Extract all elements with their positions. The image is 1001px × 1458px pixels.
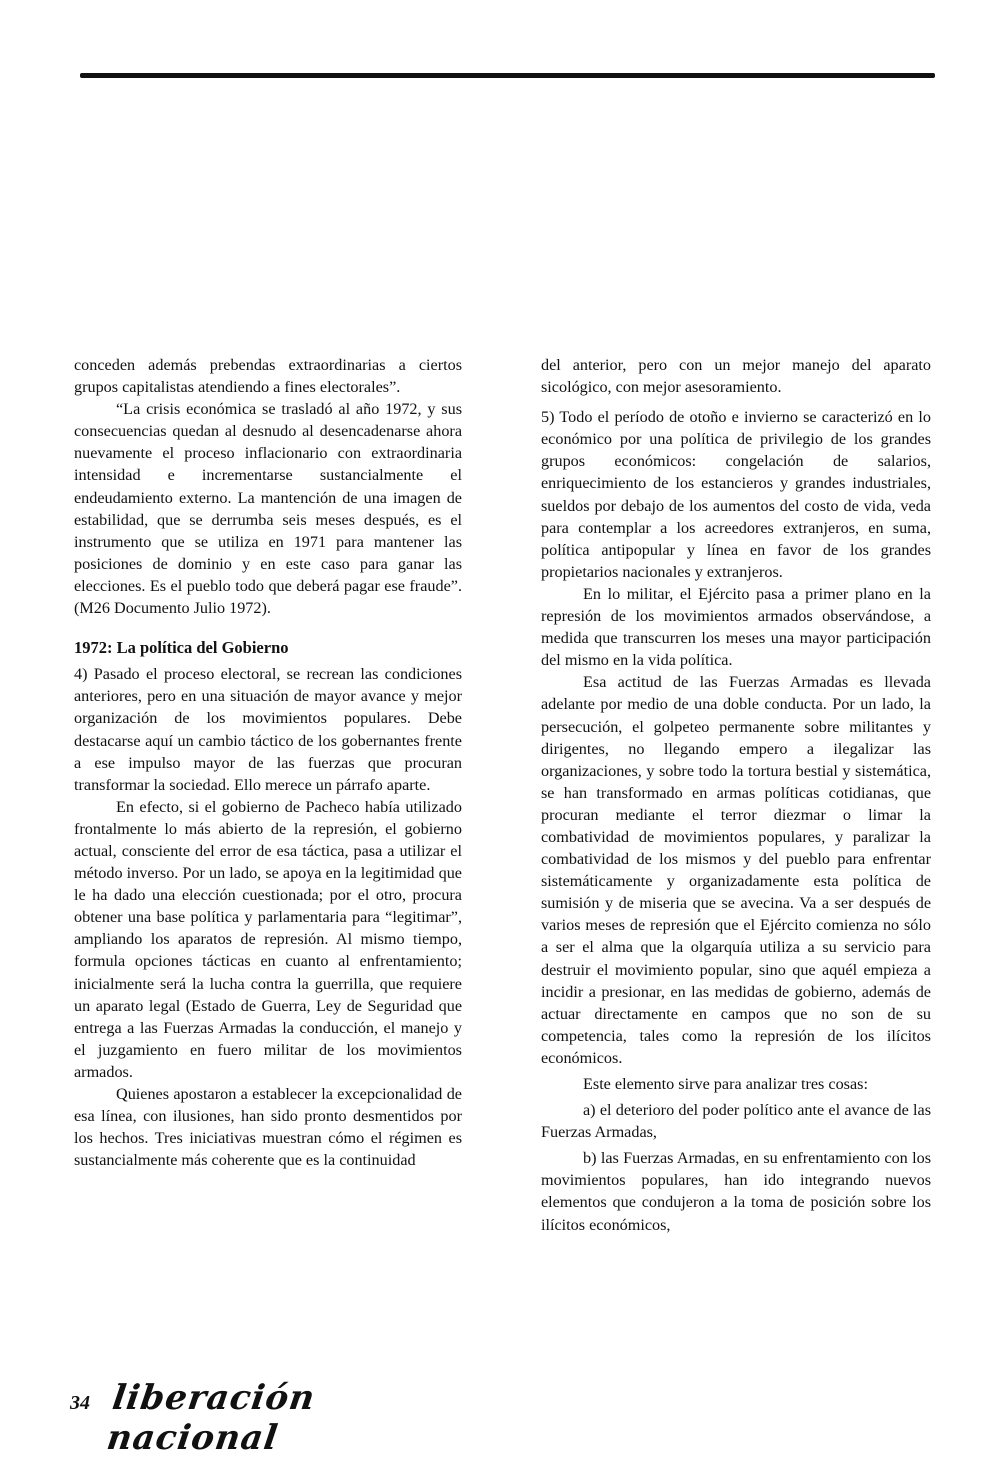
paragraph: En efecto, si el gobierno de Pacheco había utilizado frontalmente lo más abierto de la represión, el gobierno actual, consciente del error de esa táctica, pasa a utilizar el método inverso. Por un lado, se apoya en la legitimidad que le ha dado una elección cuestionada; por el otro, procura obtener una base política y parlamentaria para “legitimar”, ampliando los aparatos de represión. Al mismo tiempo, formula opciones tácticas en cuanto al enfrentamiento; inicialmente será la lucha contra la guerrilla, que requiere un aparato legal (Estado de Guerra, Ley de Seguridad que entrega a las Fuerzas Armadas la conducción, el manejo y el juzgamiento en fuero militar de los movimientos armados. bbox=[74, 797, 462, 1081]
paragraph: 4) Pasado el proceso electoral, se recrean las condiciones anteriores, pero en una situación de mayor avance y mejor organización de los movimientos populares. Debe destacarse aquí un cambio táctico de los gobernantes frente a ese impulso mayor de las fuerzas que procuran transformar la sociedad. Ello merece un párrafo aparte. bbox=[74, 665, 462, 794]
paragraph: Quienes apostaron a establecer la excepcionalidad de esa línea, con ilusiones, han sido pronto desmentidos por los hechos. Tres iniciativas muestran cómo el régimen es sustancialmente más coherente que es la continuidad bbox=[74, 1085, 462, 1170]
masthead-logo: liberación nacional bbox=[104, 1378, 318, 1458]
left-column bbox=[74, 354, 462, 1171]
top-rule bbox=[80, 73, 935, 78]
paragraph: Este elemento sirve para analizar tres cosas: bbox=[583, 1075, 868, 1093]
paragraph: del anterior, pero con un mejor manejo del aparato sicológico, con mejor asesoramiento. bbox=[541, 356, 931, 397]
paragraph: a) el deterioro del poder político ante el avance de las Fuerzas Armadas, bbox=[541, 1101, 931, 1142]
section-heading bbox=[74, 637, 462, 659]
paragraph: b) las Fuerzas Armadas, en su enfrentamiento con los movimientos populares, han ido integrando nuevos elementos que condujeron a la toma de posición sobre los ilícitos económicos, bbox=[541, 1149, 931, 1234]
paragraph: “La crisis económica se trasladó al año 1972, y sus consecuencias quedan al desnudo al desencadenarse ahora nuevamente el proceso inflacionario con extraordinaria intensidad e incrementarse sustancialmente el endeudamiento externo. La mantención de una imagen de estabilidad, que se derrumba seis meses después, es el instrumento que se utiliza en 1971 para mantener las posiciones de dominio y en este caso para ganar las elecciones. Es el pueblo todo que deberá pagar ese fraude”. (M26 Documento Julio 1972). bbox=[74, 400, 462, 618]
right-column bbox=[541, 354, 931, 1236]
paragraph: En lo militar, el Ejército pasa a primer plano en la represión de los movimientos armados observándose, a medida que transcurren los meses una mayor participación del mismo en la vida política. bbox=[541, 584, 931, 670]
page-footer bbox=[70, 1378, 490, 1458]
paragraph: Esa actitud de las Fuerzas Armadas es llevada adelante por medio de una doble conducta. Por un lado, la persecución, el golpeteo permanente sobre militantes y dirigentes, no llegando empero a ilegalizar las organizaciones, y sobre todo la tortura bestial y sistemática, se han transformado en armas políticas cotidianas, que procuran mediante el terror diezmar o limar la combatividad de movimientos populares, y paralizar la combatividad de los mismos y del pueblo para enfrentar sistemáticamente y organizadamente esta política de sumisión y de miseria que se avecina. Va a ser después de varios meses de represión que el Ejército comienza no sólo a ser el alma que la olgarquía utiliza a su servicio para destruir el movimiento popular, sino que aquél empieza a incidir a presionar, en las medidas de gobierno, además de actuar directamente en campos que no son de su competencia, tales como la represión de los ilícitos económicos. bbox=[541, 673, 931, 1067]
paragraph: conceden además prebendas extraordinarias a ciertos grupos capitalistas atendiendo a fines electorales”. bbox=[74, 356, 462, 397]
page-number: 34 bbox=[70, 1392, 90, 1414]
paragraph: 5) Todo el período de otoño e invierno se caracterizó en lo económico por una política de privilegio de los grandes grupos económicos: congelación de salarios, enriquecimiento de los estancieros y grandes industriales, sueldos por debajo de los aumentos del costo de vida, veda para contemplar a los acreedores extranjeros, en suma, política antipopular y línea en favor de los grandes propietarios nacionales y extranjeros. bbox=[541, 408, 931, 581]
section-heading-number: 1972: bbox=[74, 638, 113, 658]
section-heading-text: La política del Gobierno bbox=[116, 638, 289, 658]
